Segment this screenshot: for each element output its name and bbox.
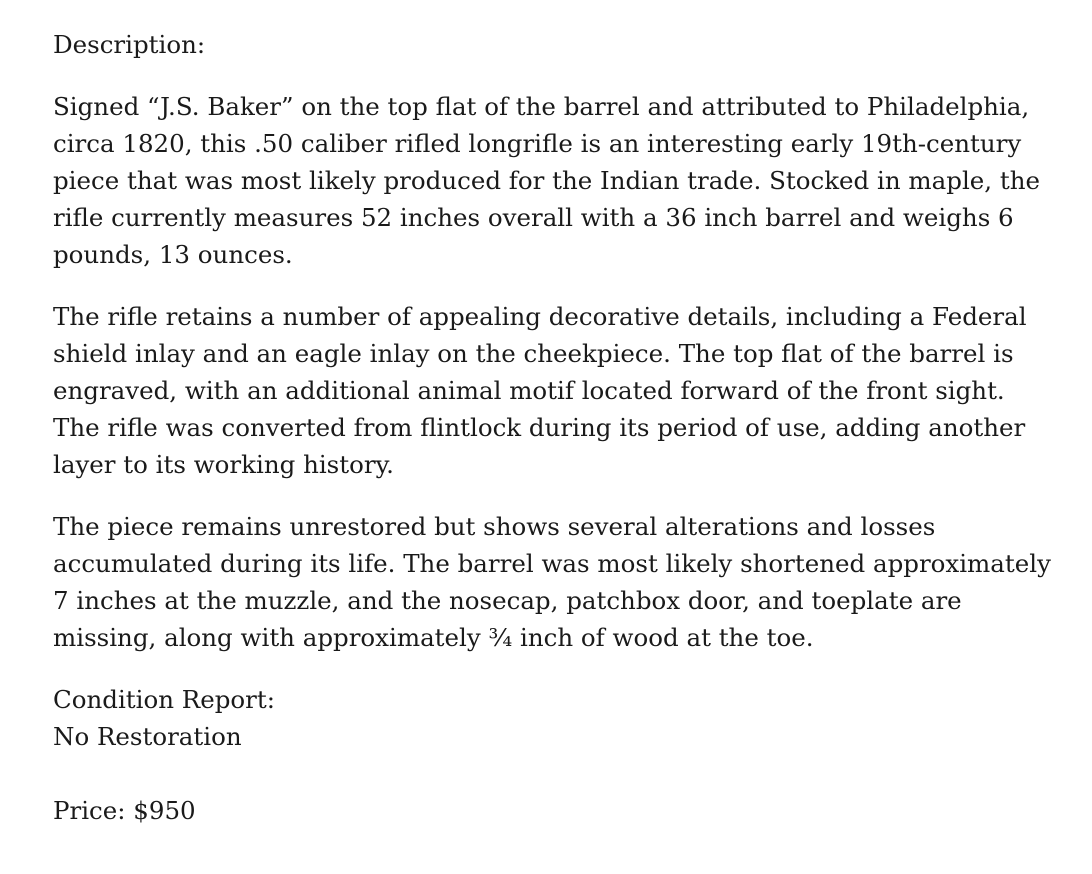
description-heading: Description:	[53, 30, 206, 59]
condition-report-label: Condition Report:	[53, 685, 275, 714]
condition-report-value: No Restoration	[53, 722, 242, 751]
description-paragraph-2: The rifle retains a number of appealing decorative details, including a Federal shield inlay and an eagle inlay on the cheekpiece. The top flat of the barrel is engraved, with an additional animal motif located forward of the front sight. The rifle was converted from flintlock during its period of use, adding another layer to its working history.	[53, 302, 1027, 479]
price-label: Price: $950	[53, 796, 196, 825]
description-paragraph-1: Signed “J.S. Baker” on the top flat of the barrel and attributed to Philadelphia, circa 1820, this .50 caliber rifled longrifle is an interesting early 19th-century piece that was most likely produced for the Indian trade. Stocked in maple, the rifle currently measures 52 inches overall with a 36 inch barrel and weighs 6 pounds, 13 ounces.	[53, 92, 1040, 269]
item-description-section	[53, 26, 1053, 829]
description-paragraph-3: The piece remains unrestored but shows several alterations and losses accumulated during its life. The barrel was most likely shortened approximately 7 inches at the muzzle, and the nosecap, patchbox door, and toeplate are missing, along with approximately ¾ inch of wood at the toe.	[53, 512, 1051, 652]
